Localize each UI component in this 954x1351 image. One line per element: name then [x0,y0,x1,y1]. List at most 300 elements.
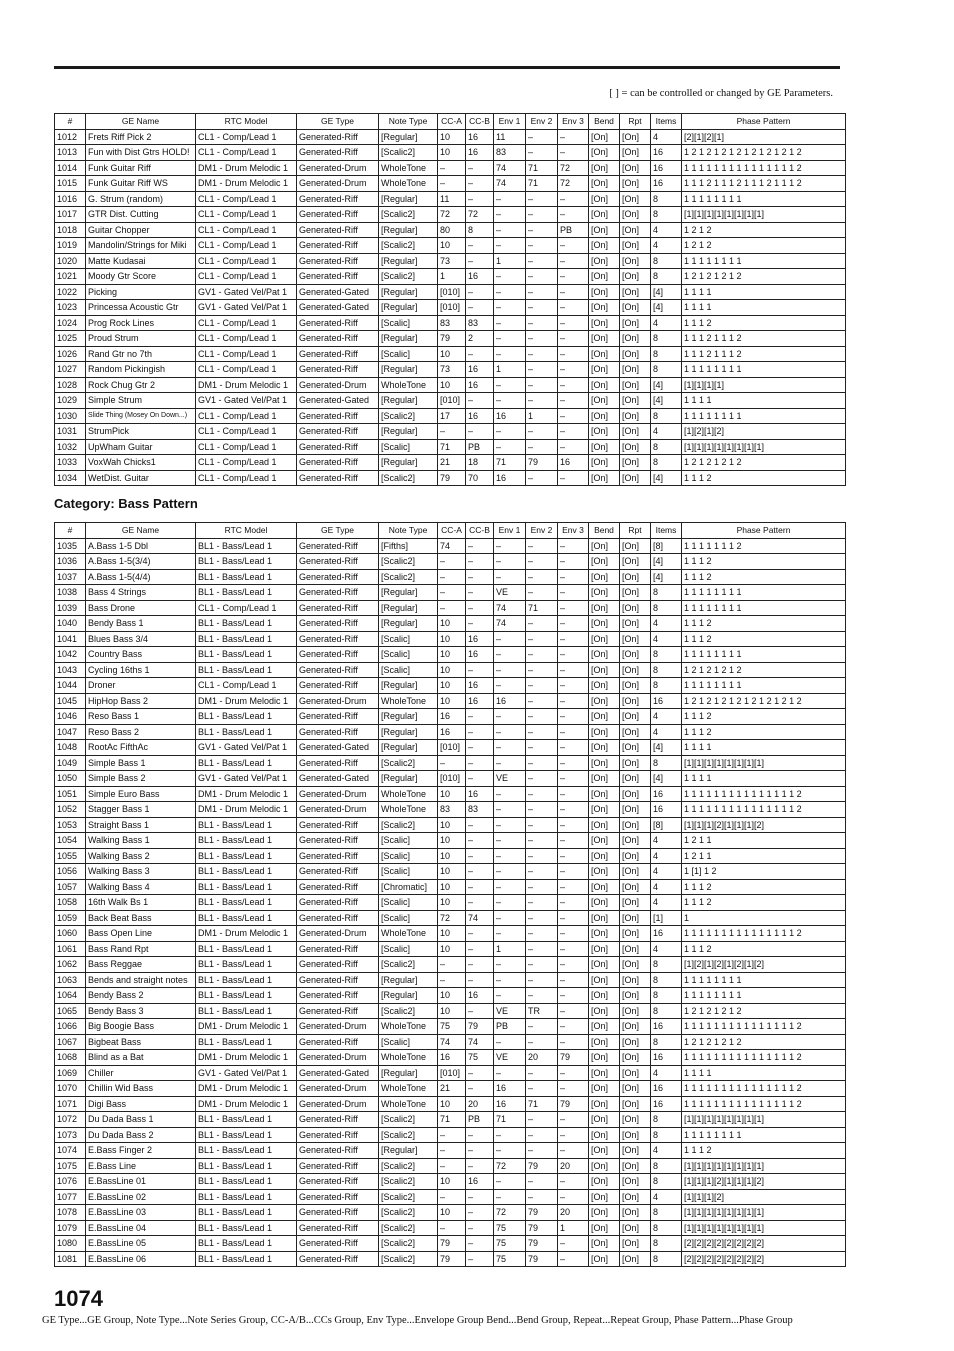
cell-bend: [On] [589,988,620,1004]
cell-number: 1046 [55,709,86,725]
cell-items: 16 [651,145,682,161]
cell-phase-pattern: 1 1 1 2 [682,1143,846,1159]
cell-rpt: [On] [620,145,651,161]
cell-ge-type: Generated-Riff [297,439,379,455]
cell-env1: – [494,848,526,864]
cell-env1: – [494,207,526,223]
cell-note-type: [Regular] [379,393,438,409]
cell-items: [4] [651,569,682,585]
cell-ge-type: Generated-Riff [297,1158,379,1174]
cell-items: 8 [651,269,682,285]
cell-rtc-model: DM1 - Drum Melodic 1 [196,786,297,802]
cell-note-type: WholeTone [379,1050,438,1066]
cell-note-type: [Fifths] [379,538,438,554]
cell-env3: – [558,253,589,269]
cell-rpt: [On] [620,895,651,911]
cell-rpt: [On] [620,802,651,818]
cell-phase-pattern: [1][1][1][1][1][1][1][1] [682,1205,846,1221]
cell-ge-type: Generated-Riff [297,678,379,694]
cell-cc-b: – [466,1236,494,1252]
cell-rtc-model: GV1 - Gated Vel/Pat 1 [196,740,297,756]
cell-cc-a: [010] [438,1065,466,1081]
cell-env3: PB [558,222,589,238]
cell-rtc-model: GV1 - Gated Vel/Pat 1 [196,771,297,787]
cell-ge-type: Generated-Riff [297,600,379,616]
cell-phase-pattern: 1 1 1 2 [682,616,846,632]
cell-bend: [On] [589,129,620,145]
cell-bend: [On] [589,439,620,455]
cell-cc-b: 18 [466,455,494,471]
table-row [55,941,846,957]
cell-note-type: [Regular] [379,771,438,787]
cell-cc-b: 16 [466,129,494,145]
cell-rpt: [On] [620,848,651,864]
cell-rpt: [On] [620,377,651,393]
table-row [55,439,846,455]
cell-note-type: [Scalic2] [379,1158,438,1174]
cell-env1: – [494,269,526,285]
cell-bend: [On] [589,693,620,709]
cell-rpt: [On] [620,569,651,585]
table-row [55,346,846,362]
cell-rpt: [On] [620,771,651,787]
cell-items: 8 [651,1236,682,1252]
cell-cc-a: – [438,176,466,192]
cell-rpt: [On] [620,222,651,238]
cell-note-type: WholeTone [379,1019,438,1035]
cell-env1: – [494,1065,526,1081]
cell-ge-name: A.Bass 1-5 Dbl [86,538,196,554]
cell-env2: TR [526,1003,558,1019]
cell-bend: [On] [589,771,620,787]
cell-cc-b: 16 [466,408,494,424]
cell-cc-a: – [438,1127,466,1143]
cell-ge-type: Generated-Riff [297,1034,379,1050]
cell-number: 1071 [55,1096,86,1112]
cell-cc-b: 75 [466,1050,494,1066]
cell-phase-pattern: [1][2][1][2] [682,424,846,440]
cell-cc-a: 10 [438,129,466,145]
cell-env3: – [558,910,589,926]
cell-items: 8 [651,408,682,424]
cell-number: 1036 [55,554,86,570]
cell-number: 1052 [55,802,86,818]
cell-bend: [On] [589,1019,620,1035]
table-row [55,470,846,486]
cell-env1: – [494,972,526,988]
cell-bend: [On] [589,786,620,802]
cell-phase-pattern: 1 1 1 1 1 1 1 1 1 1 1 1 1 1 1 2 [682,802,846,818]
cell-number: 1064 [55,988,86,1004]
cell-ge-name: Walking Bass 1 [86,833,196,849]
cell-env3: – [558,957,589,973]
cell-phase-pattern: [1][2][1][2][1][2][1][2] [682,957,846,973]
cell-rtc-model: BL1 - Bass/Lead 1 [196,662,297,678]
cell-note-type: [Regular] [379,300,438,316]
table-row [55,585,846,601]
table-row [55,569,846,585]
cell-cc-b: – [466,1205,494,1221]
cell-phase-pattern: 1 1 1 2 [682,879,846,895]
cell-rpt: [On] [620,176,651,192]
cell-env2: – [526,941,558,957]
cell-cc-a: 10 [438,879,466,895]
cell-env2: 79 [526,1220,558,1236]
cell-rpt: [On] [620,207,651,223]
cell-rtc-model: GV1 - Gated Vel/Pat 1 [196,300,297,316]
cell-number: 1044 [55,678,86,694]
cell-env1: – [494,222,526,238]
cell-number: 1040 [55,616,86,632]
cell-note-type: [Scalic2] [379,554,438,570]
header-col-note-type: Note Type [379,523,438,539]
cell-number: 1062 [55,957,86,973]
cell-env3: – [558,926,589,942]
cell-ge-type: Generated-Drum [297,160,379,176]
cell-number: 1041 [55,631,86,647]
cell-env3: – [558,988,589,1004]
cell-note-type: [Regular] [379,724,438,740]
cell-env1: – [494,1143,526,1159]
cell-rpt: [On] [620,1081,651,1097]
cell-ge-type: Generated-Gated [297,284,379,300]
table-header-row [55,523,846,539]
cell-env2: – [526,315,558,331]
cell-cc-b: – [466,600,494,616]
table-row [55,238,846,254]
cell-number: 1018 [55,222,86,238]
cell-phase-pattern: 1 1 1 2 1 1 1 2 [682,346,846,362]
cell-rpt: [On] [620,1189,651,1205]
cell-cc-a: [010] [438,300,466,316]
cell-env2: – [526,129,558,145]
cell-note-type: [Scalic2] [379,1251,438,1267]
cell-bend: [On] [589,1096,620,1112]
cell-number: 1023 [55,300,86,316]
cell-rpt: [On] [620,315,651,331]
cell-rtc-model: BL1 - Bass/Lead 1 [196,1143,297,1159]
cell-bend: [On] [589,191,620,207]
table-row [55,207,846,223]
cell-env2: – [526,647,558,663]
cell-items: 16 [651,160,682,176]
table-row [55,129,846,145]
cell-env3: – [558,1034,589,1050]
cell-phase-pattern: 1 1 1 1 1 1 1 2 [682,538,846,554]
cell-bend: [On] [589,647,620,663]
cell-number: 1015 [55,176,86,192]
cell-bend: [On] [589,1050,620,1066]
cell-cc-b: 8 [466,222,494,238]
cell-ge-name: Bass Reggae [86,957,196,973]
cell-cc-a: 10 [438,1096,466,1112]
cell-env1: – [494,1189,526,1205]
cell-env1: 16 [494,470,526,486]
cell-env3: – [558,377,589,393]
cell-cc-b: – [466,1081,494,1097]
cell-phase-pattern: 1 2 1 1 [682,833,846,849]
cell-ge-type: Generated-Riff [297,1174,379,1190]
cell-ge-name: Digi Bass [86,1096,196,1112]
cell-cc-b: – [466,284,494,300]
cell-env3: – [558,817,589,833]
cell-cc-a: 21 [438,455,466,471]
cell-bend: [On] [589,910,620,926]
cell-phase-pattern: 1 1 1 1 1 1 1 1 1 1 1 1 1 1 1 2 [682,926,846,942]
cell-ge-name: Back Beat Bass [86,910,196,926]
cell-bend: [On] [589,331,620,347]
cell-env3: – [558,802,589,818]
cell-note-type: [Scalic2] [379,1003,438,1019]
cell-cc-a: 10 [438,941,466,957]
cell-rtc-model: BL1 - Bass/Lead 1 [196,1220,297,1236]
cell-number: 1065 [55,1003,86,1019]
cell-cc-a: 73 [438,362,466,378]
cell-rpt: [On] [620,269,651,285]
cell-number: 1070 [55,1081,86,1097]
cell-env2: – [526,393,558,409]
cell-ge-name: Reso Bass 2 [86,724,196,740]
table-row [55,222,846,238]
cell-phase-pattern: 1 1 1 2 1 1 1 2 [682,331,846,347]
cell-env2: – [526,300,558,316]
cell-env1: VE [494,1050,526,1066]
cell-bend: [On] [589,616,620,632]
cell-env1: 75 [494,1220,526,1236]
cell-items: 4 [651,222,682,238]
cell-rtc-model: BL1 - Bass/Lead 1 [196,647,297,663]
cell-env1: 16 [494,408,526,424]
cell-phase-pattern: 1 2 1 2 1 2 1 2 [682,662,846,678]
cell-ge-type: Generated-Riff [297,724,379,740]
cell-env2: – [526,709,558,725]
cell-rpt: [On] [620,1096,651,1112]
cell-ge-type: Generated-Riff [297,833,379,849]
cell-items: [4] [651,300,682,316]
cell-rpt: [On] [620,678,651,694]
cell-cc-b: 16 [466,362,494,378]
cell-bend: [On] [589,1220,620,1236]
cell-env3: – [558,678,589,694]
cell-ge-name: E.BassLine 06 [86,1251,196,1267]
cell-rpt: [On] [620,424,651,440]
cell-number: 1026 [55,346,86,362]
cell-ge-name: Cycling 16ths 1 [86,662,196,678]
table-body [55,129,846,486]
cell-rtc-model: DM1 - Drum Melodic 1 [196,1081,297,1097]
cell-note-type: [Regular] [379,678,438,694]
cell-env1: – [494,662,526,678]
cell-phase-pattern: 1 2 1 2 1 2 1 2 [682,1034,846,1050]
cell-env2: – [526,377,558,393]
cell-ge-name: Picking [86,284,196,300]
cell-phase-pattern: 1 1 1 1 1 1 1 1 1 1 1 1 1 1 1 2 [682,1050,846,1066]
cell-rpt: [On] [620,724,651,740]
cell-env1: 16 [494,1096,526,1112]
cell-env2: – [526,1174,558,1190]
cell-ge-name: Blind as a Bat [86,1050,196,1066]
cell-ge-type: Generated-Riff [297,238,379,254]
cell-phase-pattern: 1 1 1 2 [682,724,846,740]
cell-rtc-model: CL1 - Comp/Lead 1 [196,207,297,223]
cell-rtc-model: BL1 - Bass/Lead 1 [196,755,297,771]
cell-ge-name: Matte Kudasai [86,253,196,269]
cell-env3: – [558,848,589,864]
cell-ge-type: Generated-Riff [297,1112,379,1128]
cell-env1: PB [494,1019,526,1035]
cell-ge-type: Generated-Riff [297,864,379,880]
cell-env2: – [526,331,558,347]
cell-rtc-model: DM1 - Drum Melodic 1 [196,1050,297,1066]
cell-cc-a: 10 [438,1003,466,1019]
cell-note-type: [Regular] [379,129,438,145]
table-row [55,1050,846,1066]
cell-items: 4 [651,631,682,647]
cell-cc-a: 72 [438,207,466,223]
cell-ge-type: Generated-Drum [297,377,379,393]
cell-bend: [On] [589,238,620,254]
cell-phase-pattern: 1 1 1 2 [682,895,846,911]
cell-phase-pattern: [1][1][1][1][1][1][1][1] [682,207,846,223]
cell-rpt: [On] [620,941,651,957]
cell-env3: – [558,631,589,647]
cell-bend: [On] [589,1065,620,1081]
cell-env2: – [526,222,558,238]
table-row [55,1065,846,1081]
cell-env1: – [494,1174,526,1190]
cell-rpt: [On] [620,693,651,709]
cell-env2: – [526,957,558,973]
table-row [55,424,846,440]
cell-cc-b: – [466,176,494,192]
cell-items: 4 [651,941,682,957]
cell-rtc-model: BL1 - Bass/Lead 1 [196,569,297,585]
cell-cc-a: 10 [438,377,466,393]
cell-rtc-model: CL1 - Comp/Lead 1 [196,331,297,347]
cell-env2: – [526,693,558,709]
table-row [55,817,846,833]
cell-rpt: [On] [620,817,651,833]
cell-bend: [On] [589,895,620,911]
cell-rtc-model: CL1 - Comp/Lead 1 [196,678,297,694]
cell-items: 16 [651,1081,682,1097]
cell-phase-pattern: 1 1 1 1 1 1 1 1 [682,988,846,1004]
cell-note-type: [Scalic] [379,631,438,647]
cell-env2: – [526,269,558,285]
cell-cc-a: 10 [438,786,466,802]
cell-bend: [On] [589,253,620,269]
cell-env3: – [558,693,589,709]
cell-ge-name: Blues Bass 3/4 [86,631,196,647]
cell-items: 4 [651,833,682,849]
cell-ge-name: Fun with Dist Gtrs HOLD! [86,145,196,161]
cell-phase-pattern: [1][1][1][2][1][1][1][2] [682,1174,846,1190]
cell-items: [1] [651,910,682,926]
cell-bend: [On] [589,1205,620,1221]
cell-phase-pattern: [1][1][1][1] [682,377,846,393]
cell-number: 1029 [55,393,86,409]
cell-env1: – [494,538,526,554]
cell-cc-b: – [466,895,494,911]
table-row [55,740,846,756]
cell-cc-b: 70 [466,470,494,486]
cell-env3: – [558,346,589,362]
cell-items: 16 [651,1096,682,1112]
cell-rtc-model: CL1 - Comp/Lead 1 [196,408,297,424]
cell-bend: [On] [589,1112,620,1128]
cell-items: [4] [651,771,682,787]
cell-number: 1022 [55,284,86,300]
cell-ge-name: Bass Drone [86,600,196,616]
cell-bend: [On] [589,554,620,570]
cell-cc-a: [010] [438,740,466,756]
cell-number: 1043 [55,662,86,678]
cell-note-type: WholeTone [379,1096,438,1112]
cell-env1: – [494,331,526,347]
cell-ge-type: Generated-Drum [297,926,379,942]
cell-cc-a: 10 [438,817,466,833]
table-row [55,269,846,285]
header-col-rtc-model: RTC Model [196,114,297,130]
cell-cc-b: – [466,972,494,988]
cell-rtc-model: BL1 - Bass/Lead 1 [196,1034,297,1050]
cell-phase-pattern: 1 2 1 2 [682,222,846,238]
cell-note-type: WholeTone [379,693,438,709]
cell-phase-pattern: 1 2 1 2 [682,238,846,254]
cell-ge-name: Bendy Bass 3 [86,1003,196,1019]
cell-note-type: [Scalic2] [379,269,438,285]
cell-rpt: [On] [620,1019,651,1035]
cell-bend: [On] [589,972,620,988]
cell-cc-a: 10 [438,346,466,362]
cell-cc-b: – [466,554,494,570]
cell-rtc-model: GV1 - Gated Vel/Pat 1 [196,1065,297,1081]
cell-number: 1021 [55,269,86,285]
cell-phase-pattern: [2][2][2][2][2][2][2][2] [682,1251,846,1267]
cell-env1: – [494,910,526,926]
cell-ge-name: Rock Chug Gtr 2 [86,377,196,393]
cell-env2: 79 [526,1236,558,1252]
cell-ge-type: Generated-Riff [297,408,379,424]
cell-rpt: [On] [620,957,651,973]
cell-cc-a: 16 [438,724,466,740]
cell-note-type: [Regular] [379,1065,438,1081]
cell-phase-pattern: 1 1 1 1 1 1 1 1 [682,585,846,601]
cell-env3: – [558,569,589,585]
cell-items: 8 [651,253,682,269]
cell-env3: 72 [558,160,589,176]
cell-env2: 71 [526,176,558,192]
cell-rpt: [On] [620,238,651,254]
cell-env1: – [494,377,526,393]
cell-items: [4] [651,554,682,570]
cell-bend: [On] [589,926,620,942]
table-row [55,1236,846,1252]
cell-env3: – [558,709,589,725]
cell-items: [8] [651,538,682,554]
cell-items: 8 [651,678,682,694]
cell-env1: 1 [494,941,526,957]
cell-env2: – [526,988,558,1004]
cell-env3: – [558,1065,589,1081]
cell-phase-pattern: 1 [682,910,846,926]
cell-ge-name: Walking Bass 3 [86,864,196,880]
cell-phase-pattern: 1 2 1 2 1 2 1 2 [682,455,846,471]
cell-items: 16 [651,176,682,192]
header-col-phase-pattern: Phase Pattern [682,114,846,130]
table-row [55,957,846,973]
cell-note-type: [Scalic2] [379,569,438,585]
